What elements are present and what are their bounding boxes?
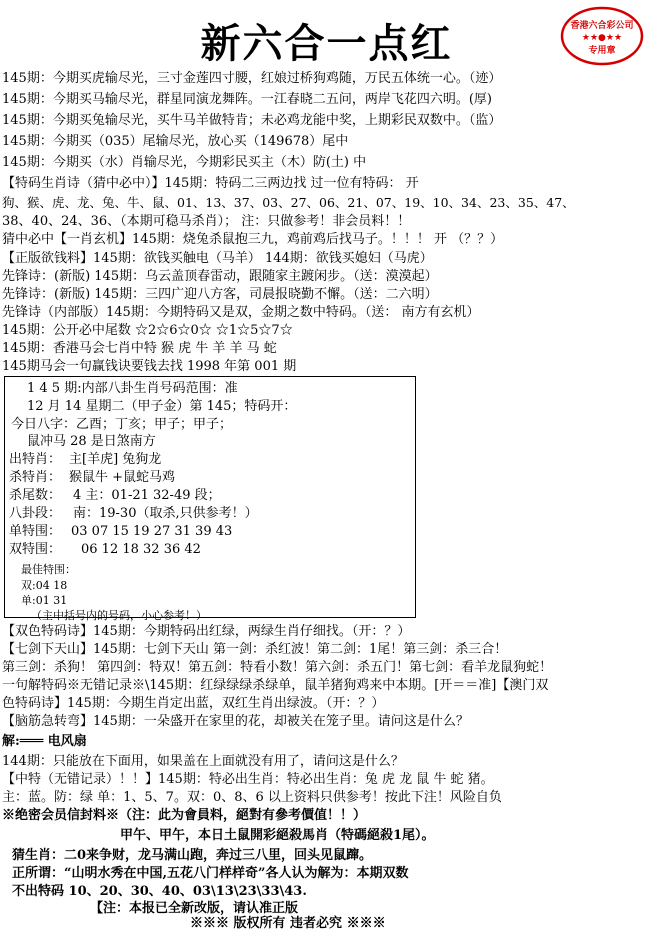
box-chong: 鼠冲马 28 是日煞南方 (27, 434, 156, 449)
box-note: （主中括号内的号码，小心参考！） (31, 609, 207, 622)
text-line: 145期：公开必中尾数 ☆2☆6☆0☆ ☆1☆5☆7☆ (2, 323, 293, 338)
text-line: 【正版欲钱料】145期：欲钱买触电（马羊） 144期：欲钱买媳妇（马虎） (2, 251, 433, 266)
text-line: 先锋诗：(新版) 145期：乌云盖顶春雷动，跟随家主踱闲步。（送：漠漠起） (2, 269, 438, 284)
text-line: 144期：只能放在下面用，如果盖在上面就没有用了，请问这是什么？ (2, 754, 404, 769)
svg-text:香港六合彩公司: 香港六合彩公司 (570, 21, 634, 31)
text-line: 145期马会一句赢钱诀要钱去找 1998 年第 001 期 (2, 359, 297, 374)
text-line: 145期：香港马会七肖中特 猴 虎 牛 羊 羊 马 蛇 (2, 341, 277, 356)
answer-line: 解:═══ 电风扇 (2, 734, 87, 749)
text-line: 【双色特码诗】145期：今期特码出红绿，两绿生肖仔细找。（开：？） (2, 624, 411, 639)
text-line: 【中特（无错记录）！！】145期：特必出生肖：特必出生肖：兔 虎 龙 鼠 牛 蛇 猪。 (2, 772, 494, 787)
text-line: 先锋诗（内部版）145期：今期特码又是双，金期之数中特码。（送： 南方有玄机） (2, 305, 480, 320)
text-line: 145期：今期买（水）肖输尽光，今期彩民买主（木）防(土) 中 (2, 155, 367, 170)
text-line: 狗、猴、虎、龙、兔、牛、鼠、01、13、37、03、27、06、21、07、19、10、34、23、35、47、 (2, 195, 575, 210)
best-single: 单:01 31 (21, 594, 68, 607)
svg-text:专用章: 专用章 (588, 46, 616, 56)
footer-line: 猜生肖：二0来争财，龙马满山跑，奔过三八里，回头见鼠蹿。 (12, 848, 373, 863)
single-label: 单特围： (9, 524, 62, 539)
bagua-box (4, 376, 416, 622)
footer-line: 甲午、甲午，本日土鼠開彩絕殺馬肖（特碼絕殺1尾）。 (120, 828, 435, 843)
footer-line: 【注：本报已全新改版，请认准正版 (90, 901, 299, 916)
text-line: 猜中必中【一肖玄机】145期：烧兔杀鼠抱三九，鸡前鸡后找马子。！！！ 开 （？？） (2, 232, 504, 247)
box-header: 1 4 5 期:内部八卦生肖号码范围：准 (27, 381, 238, 396)
text-line: 【脑筋急转弯】145期：一朵盛开在家里的花，却被关在笼子里。请问这是什么？ (2, 714, 469, 729)
page-title: 新六合一点红 (200, 20, 453, 67)
chu-label: 出特肖： (9, 452, 62, 467)
text-line: 色特码诗】145期：今期生肖定出蓝，双红生肖出绿波。（开：？） (2, 696, 385, 711)
best-double: 双:04 18 (21, 579, 68, 592)
tail-label: 杀尾数： (9, 488, 62, 503)
chu-value: 主[羊虎] 兔狗龙 (69, 452, 162, 467)
box-date: 12 月 14 星期二（甲子金）第 145；特码开： (27, 399, 297, 414)
sha-label: 杀特肖： (9, 470, 62, 485)
text-line: 主：蓝。防：绿 单：1、5、7。双：0、8、6 以上资料只供参考！按此下注！风险自负 (2, 790, 502, 805)
sha-value: 猴鼠牛 +鼠蛇马鸡 (69, 470, 176, 485)
box-bazi: 今日八字：乙酉；丁亥；甲子；甲子； (11, 417, 233, 432)
tail-value: 4 主：01-21 32-49 段； (73, 488, 221, 503)
text-line: 先锋诗：(新版) 145期：三四广迎八方客，司晨报晓勤不懈。（送：二六明） (2, 287, 438, 302)
text-line: 145期：今期买兔输尽光，买牛马羊做特肯；未必鸡龙能中奖，上期彩民双数中。（监） (2, 113, 502, 128)
text-line: 38、40、24、36、（本期可稳马杀肖）； 注：只做参考！非会员料！！ (2, 214, 411, 229)
single-value: 03 07 15 19 27 31 39 43 (71, 524, 233, 539)
bagua-label: 八卦段： (9, 506, 62, 521)
footer-line: 正所谓：“山明水秀在中国,五花八门样样奇”各人认为解为：本期双数 (12, 866, 409, 881)
text-line: 【七剑下天山】145期：七剑下天山 第一剑：杀红波！第二剑：1尾！第三剑：杀三合！ (2, 642, 508, 657)
double-label: 双特围： (9, 542, 62, 557)
bagua-value: 南：19-30（取杀,只供参考！） (73, 506, 258, 521)
company-seal (560, 6, 644, 66)
footer-line: 不出特码 10、20、30、40、03\13\23\33\43. (12, 884, 307, 899)
member-line: ※绝密会员信封料※（注：此为會員料，絕對有參考價值！！） (2, 808, 367, 823)
text-line: 第三剑：杀狗！ 第四剑：特双！第五剑：特看小数！第六剑：杀五门！第七剑：看羊龙鼠狗蛇！ (2, 660, 553, 675)
svg-text:★★●★★: ★★●★★ (581, 33, 623, 43)
text-line: 145期：今期买虎输尽光，三寸金莲四寸腰，红娘过桥狗鸡随，万民五体统一心。（迹） (2, 71, 502, 86)
text-line: 145期：今期买（035）尾输尽光，放心买（149678）尾中 (2, 134, 349, 149)
footer-copyright: ※※※ 版权所有 违者必究 ※※※ (190, 916, 386, 931)
text-line: 145期：今期买马输尽光，群星同演龙舞阵。一江春晓二五问，两岸飞花四六明。(厚) (2, 92, 492, 107)
double-value: 06 12 18 32 36 42 (81, 542, 201, 557)
text-line: 【特码生肖诗（猜中必中）】145期：特码二三两边找 过一位有特码： 开 (2, 176, 419, 191)
text-line: 一句解特码※无错记录※\145期：红绿绿绿杀绿单，鼠羊猪狗鸡来中本期。[开＝＝准]【澳门双 (2, 678, 549, 693)
best-label: 最佳特围： (21, 563, 76, 576)
